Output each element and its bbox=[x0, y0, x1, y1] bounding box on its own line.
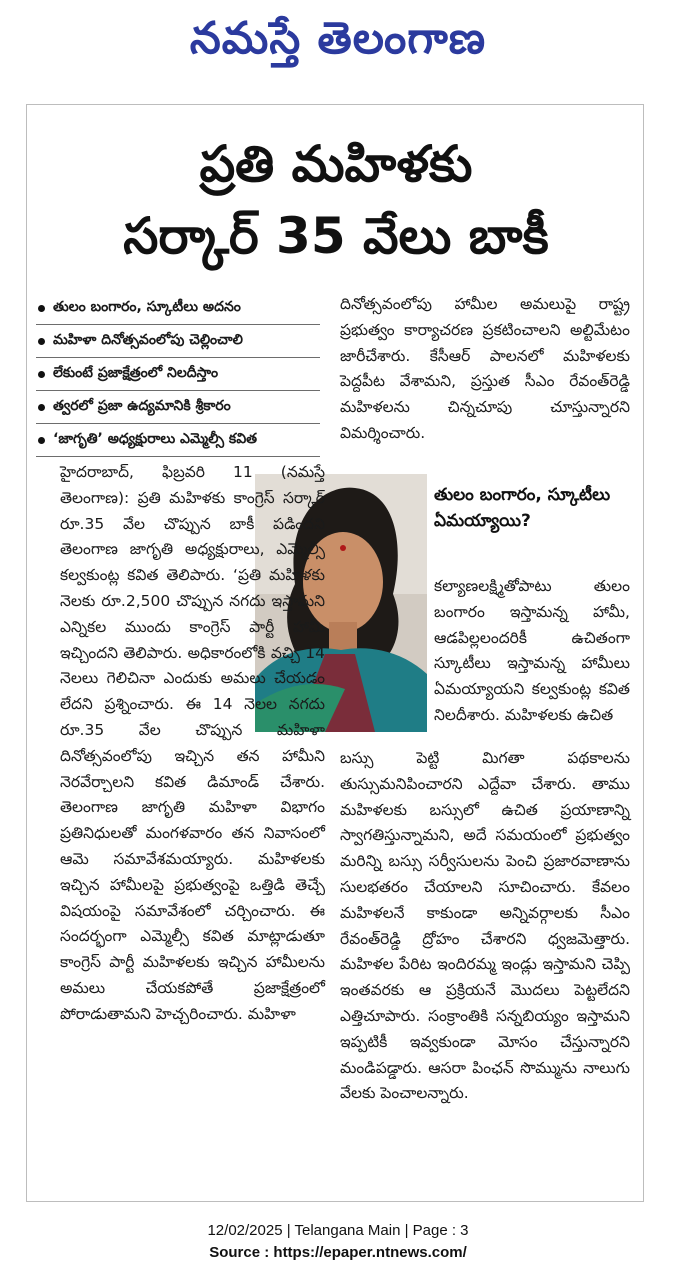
bullet-item: త్వరలో ప్రజా ఉద్యమానికి శ్రీకారం bbox=[36, 391, 320, 424]
bullet-item: తులం బంగారం, స్కూటీలు అదనం bbox=[36, 292, 320, 325]
masthead-title: నమస్తే తెలంగాణ bbox=[189, 13, 487, 64]
headline-line-2: సర్కార్ 35 వేలు బాకీ bbox=[123, 207, 549, 265]
bullet-dot-icon bbox=[38, 437, 45, 444]
bullet-dot-icon bbox=[38, 404, 45, 411]
masthead bbox=[0, 6, 676, 72]
bullet-item: మహిళా దినోత్సవంలోపు చెల్లించాలి bbox=[36, 325, 320, 358]
article-text-right-bottom: బస్సు పెట్టి మిగతా పథకాలను తుస్సుమనిపించారని ఎద్దేవా చేశారు. తాము మహిళలకు బస్సులో ఉచిత ప్రయాణాన్ని స్వాగతిస్తున్నామని, అదే సమయంలో ప్రభుత్వం మరిన్ని బస్సు సర్వీసులను పెంచి ప్రజారవాణాను సులభతరం చేయాలని సూచించారు. కేవలం మహిళలనే కాకుండా అన్నివర్గాలకు సీఎం రేవంత్‌రెడ్డి ద్రోహం చేశారని ధ్వజమెత్తారు. మహిళల పేరిట ఇందిరమ్మ ఇండ్లు ఇస్తామని చెప్పి ఇంతవరకు ఆ ప్రక్రియనే మొదలు పెట్టలేదని ఎత్తిచూపారు. సంక్రాంతికి సన్నబియ్యం ఇస్తామని ఇప్పటికీ ఇవ్వకుండా మోసం చేస్తున్నారని మండిపడ్డారు. ఆసరా పింఛన్ సొమ్మును నాలుగు వేలకు పెంచాలన్నారు. bbox=[340, 749, 630, 1103]
footer-edition-info: 12/02/2025 | Telangana Main | Page : 3 bbox=[207, 1222, 469, 1239]
bullet-item: లేకుంటే ప్రజాక్షేత్రంలో నిలదీస్తాం bbox=[36, 358, 320, 391]
footer-source: Source : https://epaper.ntnews.com/ bbox=[209, 1244, 467, 1261]
bullet-item: ‘జాగృతి’ అధ్యక్షురాలు ఎమ్మెల్సీ కవిత bbox=[36, 424, 320, 457]
bullet-dot-icon bbox=[38, 371, 45, 378]
article-text-left: హైదరాబాద్, ఫిబ్రవరి 11 (నమస్తే తెలంగాణ): ప్రతి మహిళకు కాంగ్రెస్ సర్కార్ రూ.35 వేల చొప్పున బాకీ పడిందని తెలంగాణ జాగృతి అధ్యక్షురాలు, ఎమ్మెల్సీ కల్వకుంట్ల కవిత తెలిపారు. ‘ప్రతి మహిళకు నెలకు రూ.2,500 చొప్పున నగదు ఇస్తామని ఎన్నికల ముందు కాంగ్రెస్ పార్టీ హామీ ఇచ్చిందని తెలిపారు. అధికారంలోకి వచ్చి 14 నెలలు గెలిచినా ఎందుకు అమలు చేయడం లేదని ప్రశ్నించారు. ఈ 14 నెలల నగదు రూ.35 వేల చొప్పున మహిళా దినోత్సవంలోపు ఇచ్చిన తన హామీని నెరవేర్చాలని కవిత డిమాండ్ చేశారు. తెలంగాణ జాగృతి మహిళా విభాగం ప్రతినిధులతో మంగళవారం తన నివాసంలో ఆమె సమావేశమయ్యారు. మహిళలకు ఇచ్చిన హామీలపై ప్రభుత్వంపై ఒత్తిడి తెచ్చే విషయంపై సమావేశంలో చర్చించారు. ఈ సందర్భంగా ఎమ్మెల్సీ కవిత మాట్లాడుతూ కాంగ్రెస్ పార్టీ మహిళలకు ఇచ్చిన హామీలను అమలు చేయకపోతే ప్రజాక్షేత్రంలో పోరాడుతామని హెచ్చరించారు. మహిళా bbox=[60, 463, 325, 1023]
headline-line-1: ప్రతి మహిళకు bbox=[199, 135, 473, 193]
bullet-dot-icon bbox=[38, 338, 45, 345]
headline bbox=[30, 128, 642, 272]
article-text-right-top: దినోత్సవంలోపు హామీల అమలుపై రాష్ట్ర ప్రభుత్వం కార్యాచరణ ప్రకటించాలని అల్టిమేటం జారీచేశారు. కేసీఆర్ పాలనలో మహిళలకు పెద్దపీట వేశామని, ప్రస్తుత సీఎం రేవంత్‌రెడ్డి మహిళలను చిన్నచూపు చూస్తున్నారని విమర్శించారు. bbox=[340, 295, 630, 442]
article-text-right-mid: కల్యాణలక్ష్మితోపాటు తులం బంగారం ఇస్తామన్న హామీ, ఆడపిల్లలందరికీ ఉచితంగా స్కూటీలు ఇస్తామన్న హామీలు ఏమయ్యాయని కల్వకుంట్ల కవిత నిలదీశారు. మహిళలకు ఉచిత bbox=[434, 577, 630, 724]
subheading: తులం బంగారం, స్కూటీలు ఏమయ్యాయి? bbox=[434, 485, 611, 531]
bullet-list bbox=[36, 292, 320, 457]
bullet-dot-icon bbox=[38, 305, 45, 312]
